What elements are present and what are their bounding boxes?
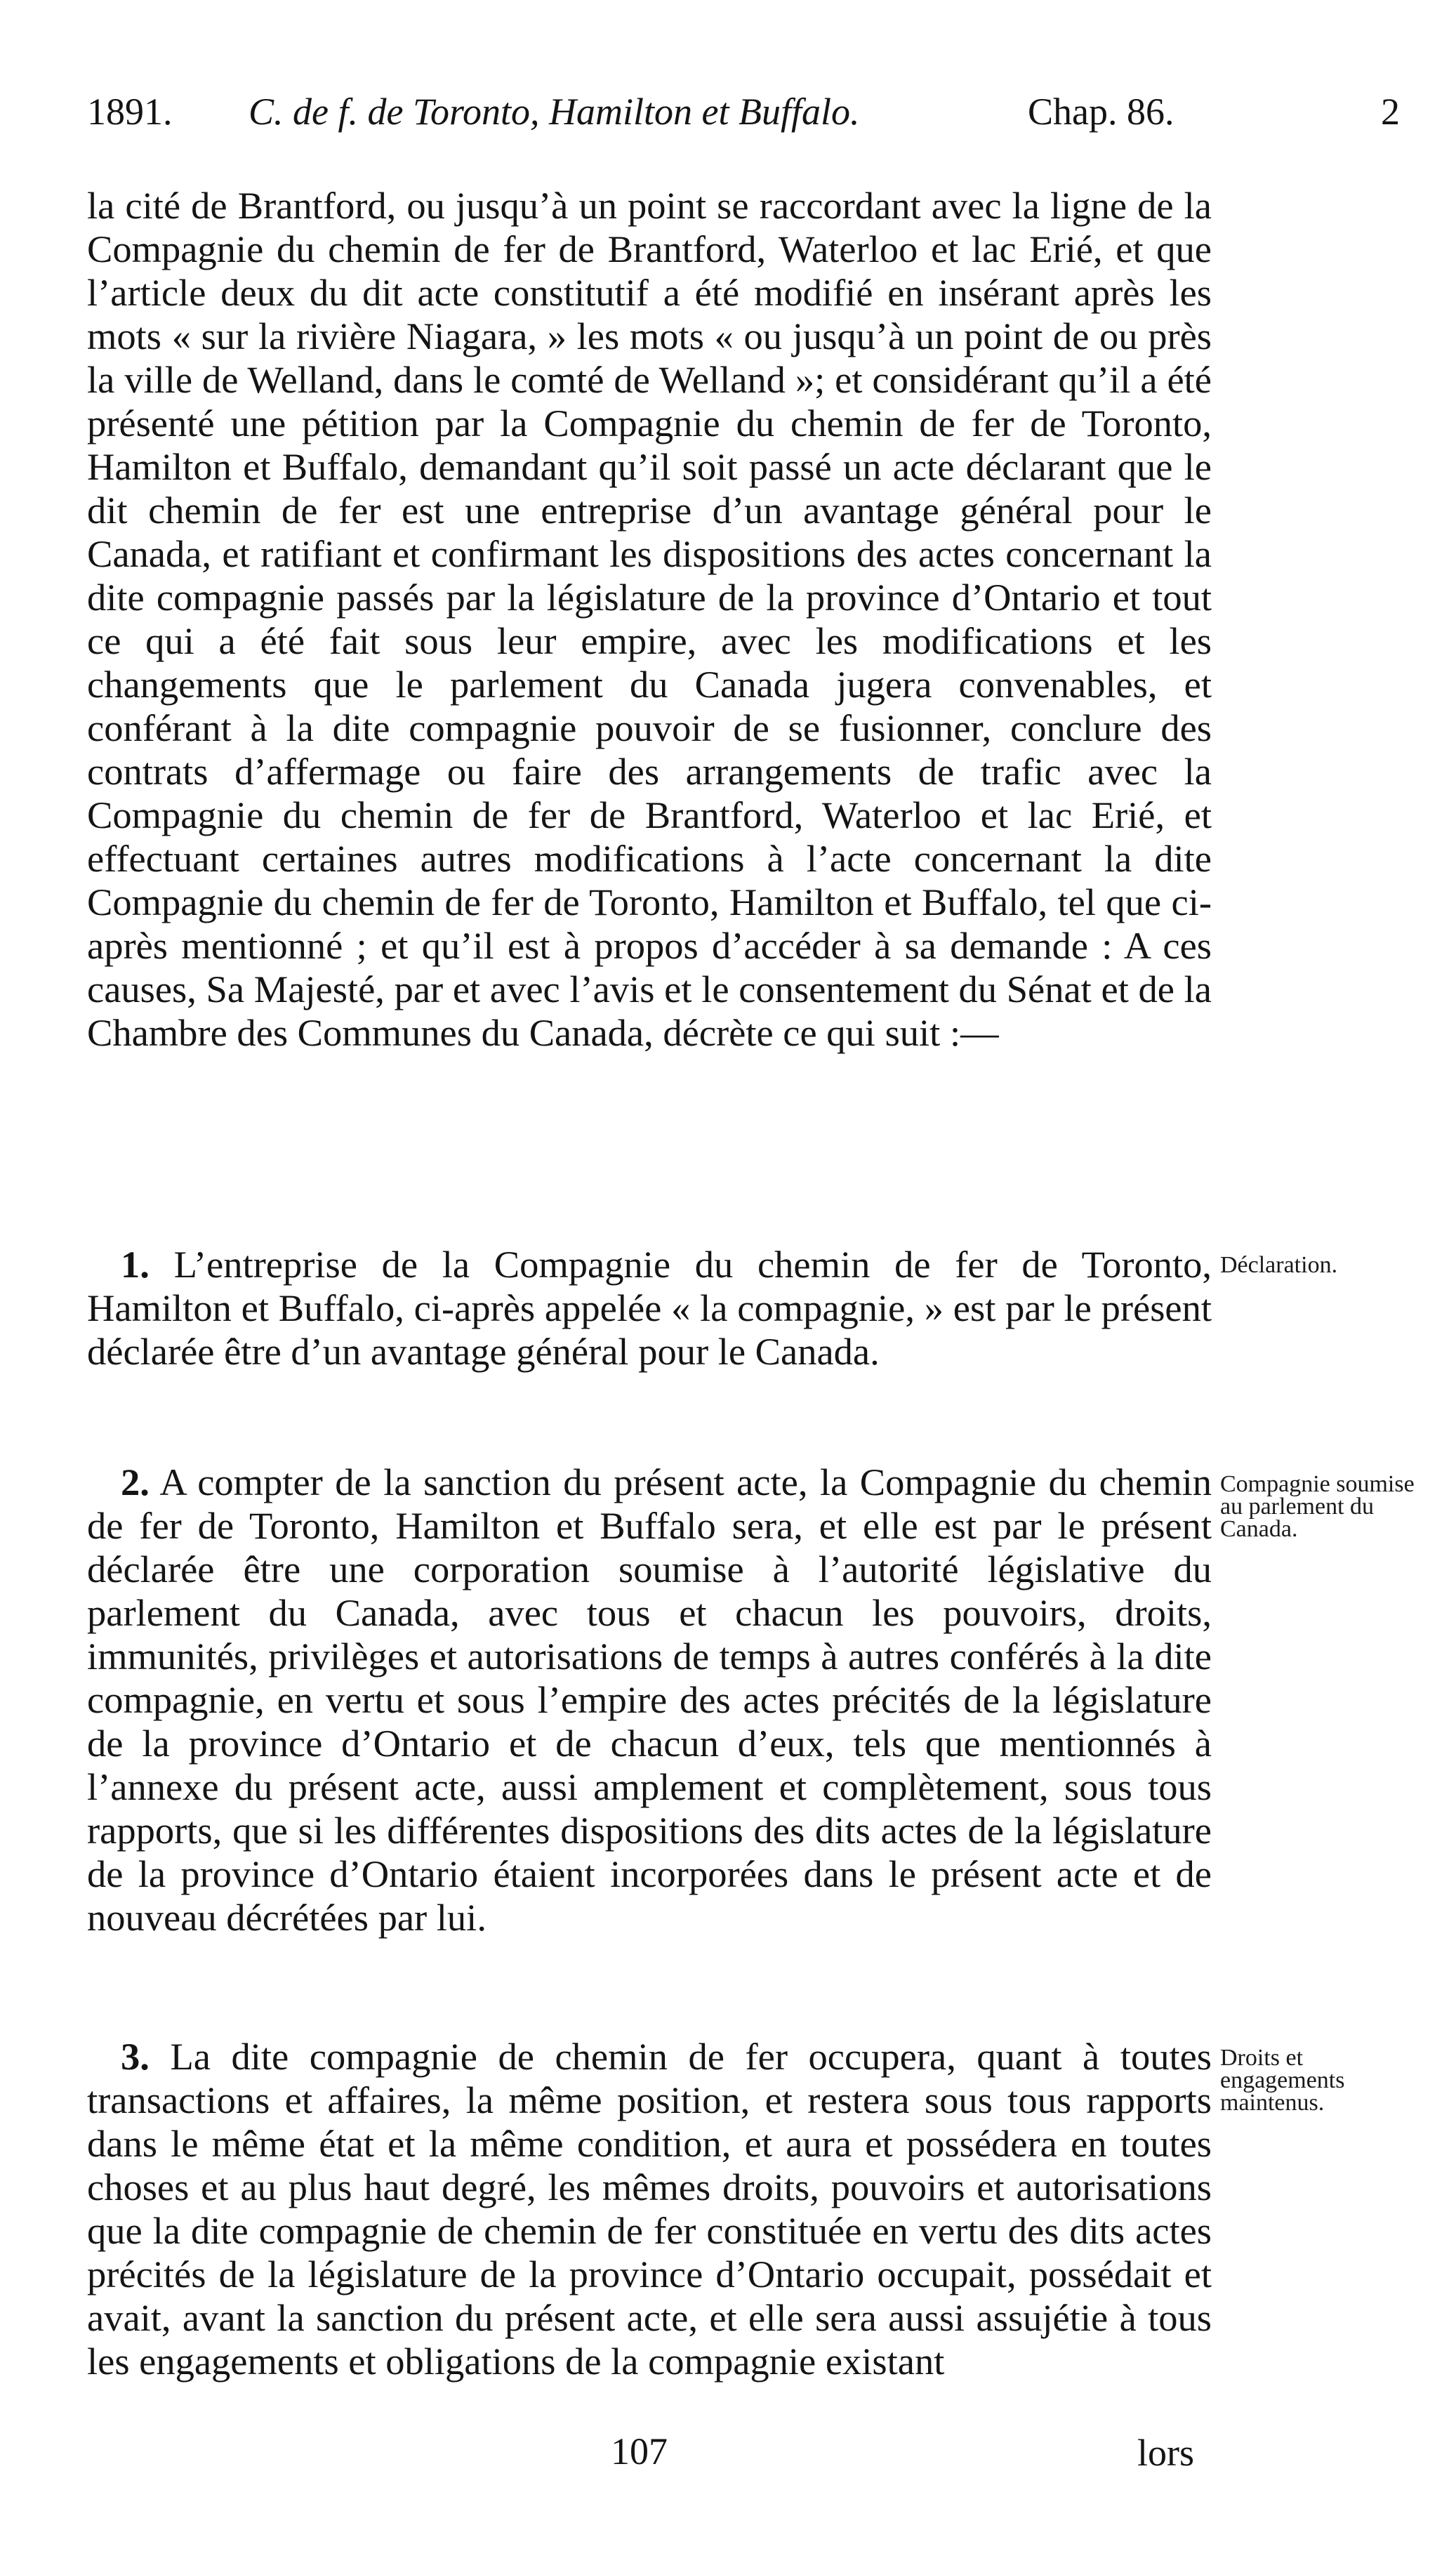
header-year: 1891. bbox=[87, 91, 173, 133]
section-2-number: 2. bbox=[121, 1461, 150, 1503]
section-3-text: La dite compagnie de chemin de fer occupera, quant à toutes transactions et affaires, la même position, et restera sous tous rapports dans le même état et la même condition, et aura et possédera en toutes choses et au plus haut degré, les mêmes droits, pouvoirs et autorisations que la dite compagnie de chemin de fer constituée en vertu des dits actes précités de la législature de la province d’Ontario occupait, possédait et avait, avant la sanction du présent acte, et elle sera aussi assujétie à tous les engagements et obligations de la compagnie existant bbox=[87, 2035, 1212, 2383]
section-2 bbox=[87, 1461, 1212, 1939]
section-1-text: L’entreprise de la Compagnie du chemin de fer de Toronto, Hamilton et Buffalo, ci-après appelée « la compagnie, » est par le présent déclarée être d’un avantage général pour le Canada. bbox=[87, 1243, 1212, 1373]
section-1-paragraph bbox=[87, 1243, 1212, 1373]
running-header bbox=[87, 90, 1400, 139]
header-title: C. de f. de Toronto, Hamilton et Buffalo. bbox=[249, 91, 860, 133]
section-3-paragraph bbox=[87, 2035, 1212, 2383]
section-3 bbox=[87, 2035, 1212, 2383]
preamble-block bbox=[87, 184, 1212, 1055]
header-folio: 2 bbox=[1381, 91, 1400, 133]
header-chapter: Chap. 86. bbox=[1028, 91, 1174, 133]
section-2-paragraph bbox=[87, 1461, 1212, 1939]
margin-note-compagnie-soumise: Compagnie soumise au parlement du Canada. bbox=[1220, 1471, 1415, 1542]
catchword: lors bbox=[1137, 2432, 1194, 2474]
page-number: 107 bbox=[611, 2430, 668, 2472]
margin-note-droits-engagements: Droits et engagements maintenus. bbox=[1220, 2045, 1345, 2116]
preamble-text: la cité de Brantford, ou jusqu’à un point se raccordant avec la ligne de la Compagnie du chemin de fer de Brantford, Waterloo et lac Erié, et que l’article deux du dit acte constitutif a été modifié en insérant après les mots « sur la rivière Niagara, » les mots « ou jusqu’à un point de ou près la ville de Welland, dans le comté de Welland »; et considérant qu’il a été présenté une pétition par la Compagnie du chemin de fer de Toronto, Hamilton et Buffalo, demandant qu’il soit passé un acte déclarant que le dit chemin de fer est une entreprise d’un avantage général pour le Canada, et ratifiant et confirmant les dispositions des actes concernant la dite compagnie passés par la législature de la province d’Ontario et tout ce qui a été fait sous leur empire, avec les modifications et les changements que le parlement du Canada jugera convenables, et conférant à la dite compagnie pouvoir de se fusionner, conclure des contrats d’affermage ou faire des arrangements de trafic avec la Compagnie du chemin de fer de Brantford, Waterloo et lac Erié, et effectuant certaines autres modifications à l’acte concernant la dite Compagnie du chemin de fer de Toronto, Hamilton et Buffalo, tel que ci-après mentionné ; et qu’il est à propos d’accéder à sa demande : A ces causes, Sa Majesté, par et avec l’avis et le consentement du Sénat et de la Chambre des Communes du Canada, décrète ce qui suit :— bbox=[87, 184, 1212, 1054]
section-1-number: 1. bbox=[121, 1243, 150, 1286]
section-2-text: A compter de la sanction du présent acte, la Compagnie du chemin de fer de Toronto, Hamilton et Buffalo sera, et elle est par le présent déclarée être une corporation soumise à l’autorité législative du parlement du Canada, avec tous et chacun les pouvoirs, droits, immunités, privilèges et autorisations de temps à autres conférés à la dite compagnie, en vertu et sous l’empire des actes précités de la législature de la province d’Ontario et de chacun d’eux, tels que mentionnés à l’annexe du présent acte, aussi amplement et complètement, sous tous rapports, que si les différentes dispositions des dits actes de la législature de la province d’Ontario étaient incorporées dans le présent acte et de nouveau décrétées par lui. bbox=[87, 1461, 1212, 1939]
margin-note-declaration: Déclaration. bbox=[1220, 1252, 1338, 1278]
section-3-number: 3. bbox=[121, 2035, 150, 2078]
section-1 bbox=[87, 1243, 1212, 1373]
